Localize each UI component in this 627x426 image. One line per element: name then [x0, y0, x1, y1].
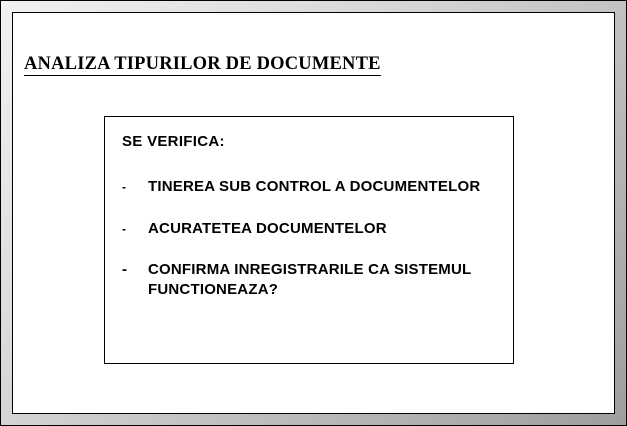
bullet-marker-icon: - [122, 261, 128, 278]
list-item-label: CONFIRMA INREGISTRARILE CA SISTEMUL FUNCTIONEAZA? [148, 261, 472, 298]
bullet-list [122, 177, 502, 299]
list-item-label: TINEREA SUB CONTROL A DOCUMENTELOR [148, 178, 481, 195]
page-title-text: ANALIZA TIPURILOR DE DOCUMENTE [24, 54, 381, 74]
list-item-label: ACURATETEA DOCUMENTELOR [148, 219, 387, 237]
page-title [24, 54, 584, 75]
list-item [122, 177, 502, 197]
bullet-marker-icon: - [122, 221, 127, 236]
slide-content [12, 12, 615, 414]
bullet-marker-icon: - [122, 180, 127, 194]
list-item [122, 260, 502, 299]
box-heading: SE VERIFICA: [122, 133, 225, 150]
content-box [104, 116, 514, 364]
list-item [122, 219, 502, 239]
